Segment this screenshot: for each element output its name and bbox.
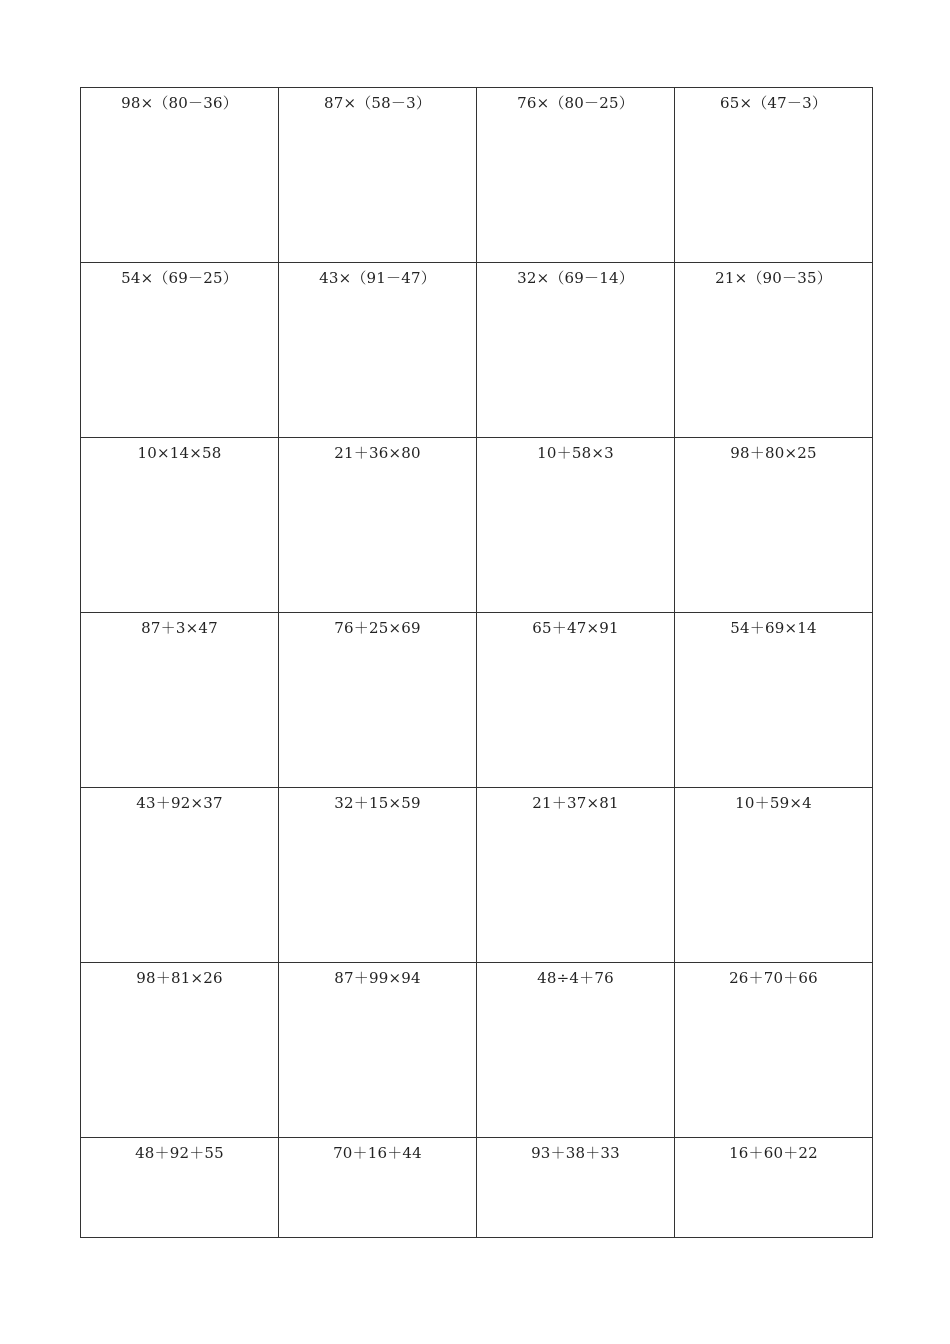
problem-cell: [477, 963, 675, 1138]
problem-cell: [477, 263, 675, 438]
grid-row: [81, 88, 873, 263]
problem-text: 10＋58×3: [537, 444, 614, 462]
problem-text: 54＋69×14: [730, 619, 817, 637]
problem-cell: [675, 263, 873, 438]
problem-text: 48÷4＋76: [537, 969, 614, 987]
grid-row: [81, 963, 873, 1138]
problem-text: 87＋99×94: [334, 969, 421, 987]
problem-text: 87×（58－3）: [323, 94, 432, 112]
problem-cell: [675, 788, 873, 963]
problem-text: 21＋37×81: [532, 794, 619, 812]
problem-cell: [81, 88, 279, 263]
grid-row: [81, 263, 873, 438]
problem-text: 98×（80－36）: [121, 94, 238, 112]
problem-cell: [279, 788, 477, 963]
problem-text: 21×（90－35）: [715, 269, 832, 287]
problem-cell: [675, 613, 873, 788]
problem-cell: [279, 613, 477, 788]
problem-cell: [675, 963, 873, 1138]
grid-row: [81, 1138, 873, 1238]
grid-row: [81, 438, 873, 613]
problem-text: 48＋92＋55: [135, 1144, 224, 1162]
problem-cell: [279, 88, 477, 263]
problem-cell: [81, 613, 279, 788]
problem-text: 10×14×58: [137, 444, 222, 462]
problem-cell: [279, 1138, 477, 1238]
problem-text: 76×（80－25）: [517, 94, 634, 112]
problem-text: 93＋38＋33: [531, 1144, 620, 1162]
problem-cell: [477, 1138, 675, 1238]
problem-cell: [477, 613, 675, 788]
problem-text: 87＋3×47: [141, 619, 218, 637]
problem-cell: [279, 963, 477, 1138]
problem-text: 98＋81×26: [136, 969, 223, 987]
problem-cell: [477, 88, 675, 263]
problem-text: 32×（69－14）: [517, 269, 634, 287]
problem-cell: [279, 263, 477, 438]
problem-text: 10＋59×4: [735, 794, 812, 812]
problem-text: 26＋70＋66: [729, 969, 818, 987]
grid-row: [81, 613, 873, 788]
problem-text: 16＋60＋22: [729, 1144, 818, 1162]
problem-grid: [80, 87, 873, 1238]
problem-cell: [675, 438, 873, 613]
problem-text: 54×（69－25）: [121, 269, 238, 287]
problem-text: 21＋36×80: [334, 444, 421, 462]
problem-text: 32＋15×59: [334, 794, 421, 812]
grid-row: [81, 788, 873, 963]
problem-cell: [81, 963, 279, 1138]
problem-cell: [279, 438, 477, 613]
problem-cell: [81, 1138, 279, 1238]
problem-cell: [81, 788, 279, 963]
problem-text: 43×（91－47）: [319, 269, 436, 287]
problem-text: 65＋47×91: [532, 619, 619, 637]
problem-text: 76＋25×69: [334, 619, 421, 637]
problem-cell: [477, 788, 675, 963]
problem-cell: [477, 438, 675, 613]
problem-text: 98＋80×25: [730, 444, 817, 462]
problem-cell: [675, 1138, 873, 1238]
problem-text: 43＋92×37: [136, 794, 223, 812]
problem-cell: [81, 263, 279, 438]
problem-cell: [81, 438, 279, 613]
problem-text: 65×（47－3）: [719, 94, 828, 112]
problem-text: 70＋16＋44: [333, 1144, 422, 1162]
problem-cell: [675, 88, 873, 263]
